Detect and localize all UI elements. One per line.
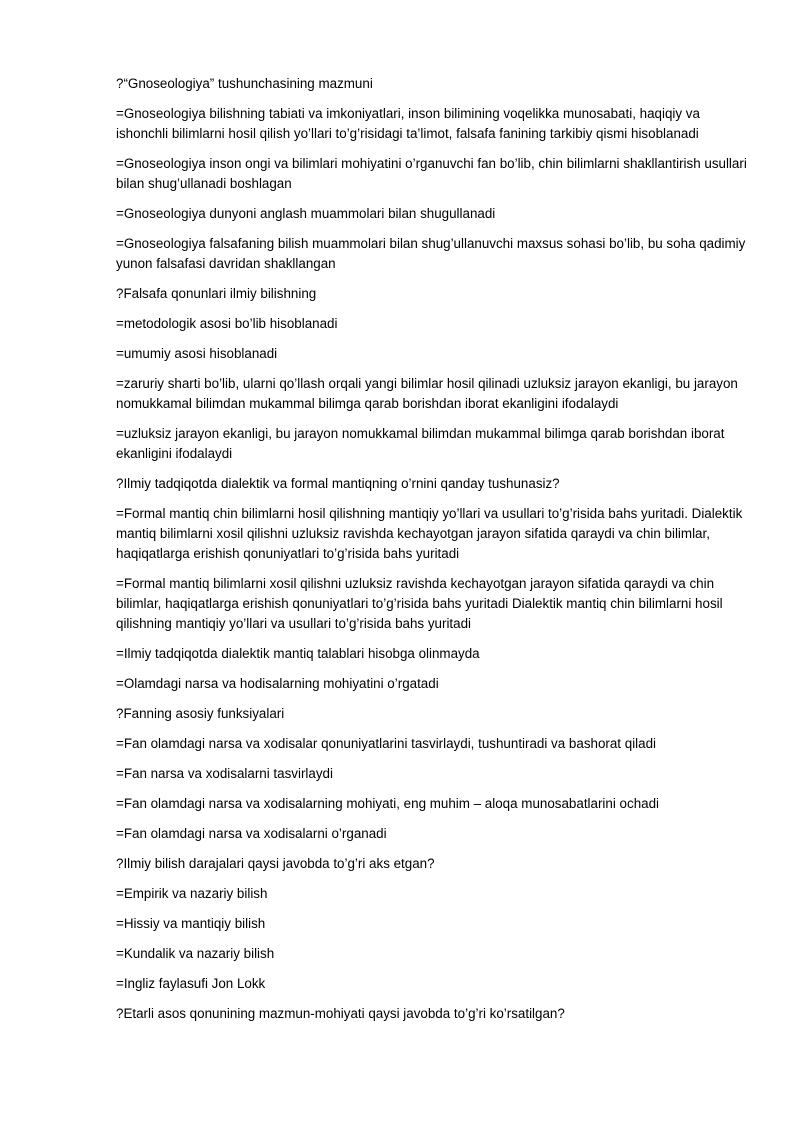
answer-option: =Ilmiy tadqiqotda dialektik mantiq talablari hisobga olinmayda	[116, 646, 480, 661]
answer-option: =umumiy asosi hisoblanadi	[116, 346, 278, 361]
answer-option: =Formal mantiq bilimlarni xosil qilishni uzluksiz ravishda kechayotgan jarayon sifatida qaraydi va chin bilimlar, haqiqatlarga erishish qonuniyatlari to’g’risida bahs yuritadi Dialektik mantiq chin bilimlarni hosil qilishning mantiqiy yo’llari va usullari to’g’risida bahs yuritadi	[116, 576, 723, 631]
question-text: ?Etarli asos qonunining mazmun-mohiyati qaysi javobda to’g’ri ko’rsatilgan?	[116, 1006, 565, 1021]
question-text: ?Ilmiy tadqiqotda dialektik va formal mantiqning o’rnini qanday tushunasiz?	[116, 476, 560, 491]
answer-option: =Gnoseologiya dunyoni anglash muammolari bilan shugullanadi	[116, 206, 496, 221]
answer-option: =Olamdagi narsa va hodisalarning mohiyatini o’rgatadi	[116, 676, 439, 691]
answer-option: =Gnoseologiya bilishning tabiati va imkoniyatlari, inson bilimining voqelikka munosabati, haqiqiy va ishonchli bilimlarni hosil qilish yo’llari to’g’risidagi ta’limot, falsafa fanining tarkibiy qismi hisoblanadi	[116, 106, 700, 141]
answer-option: =Fan olamdagi narsa va xodisalarni o’rganadi	[116, 826, 387, 841]
question-text: ?“Gnoseologiya” tushunchasining mazmuni	[116, 76, 373, 91]
answer-option: =Fan olamdagi narsa va xodisalarning mohiyati, eng muhim – aloqa munosabatlarini ochadi	[116, 796, 660, 811]
document-page	[116, 74, 748, 1034]
answer-option: =Ingliz faylasufi Jon Lokk	[116, 976, 266, 991]
answer-option: =Gnoseologiya inson ongi va bilimlari mohiyatini o’rganuvchi fan bo’lib, chin bilimlarni shakllantirish usullari bilan shug’ullanadi boshlagan	[116, 156, 747, 191]
question-text: ?Fanning asosiy funksiyalari	[116, 706, 285, 721]
answer-option: =zaruriy sharti bo’lib, ularni qo’llash orqali yangi bilimlar hosil qilinadi uzluksiz jarayon ekanligi, bu jarayon nomukkamal bilimdan mukammal bilimga qarab borishdan iborat ekanligini ifodalaydi	[116, 376, 738, 411]
answer-option: =Empirik va nazariy bilish	[116, 886, 268, 901]
answer-option: =Gnoseologiya falsafaning bilish muammolari bilan shug’ullanuvchi maxsus sohasi bo’lib, bu soha qadimiy yunon falsafasi davridan shakllangan	[116, 236, 746, 271]
answer-option: =Hissiy va mantiqiy bilish	[116, 916, 266, 931]
question-text: ?Ilmiy bilish darajalari qaysi javobda to’g’ri aks etgan?	[116, 856, 435, 871]
answer-option: =metodologik asosi bo’lib hisoblanadi	[116, 316, 338, 331]
question-text: ?Falsafa qonunlari ilmiy bilishning	[116, 286, 317, 301]
answer-option: =uzluksiz jarayon ekanligi, bu jarayon nomukkamal bilimdan mukammal bilimga qarab borishdan iborat ekanligini ifodalaydi	[116, 426, 725, 461]
answer-option: =Fan narsa va xodisalarni tasvirlaydi	[116, 766, 333, 781]
answer-option: =Formal mantiq chin bilimlarni hosil qilishning mantiqiy yo’llari va usullari to’g’risida bahs yuritadi. Dialektik mantiq bilimlarni xosil qilishni uzluksiz ravishda kechayotgan jarayon sifatida qaraydi va chin bilimlar, haqiqatlarga erishish qonuniyatlari to’g’risida bahs yuritadi	[116, 506, 743, 561]
answer-option: =Kundalik va nazariy bilish	[116, 946, 275, 961]
answer-option: =Fan olamdagi narsa va xodisalar qonuniyatlarini tasvirlaydi, tushuntiradi va bashorat qiladi	[116, 736, 657, 751]
